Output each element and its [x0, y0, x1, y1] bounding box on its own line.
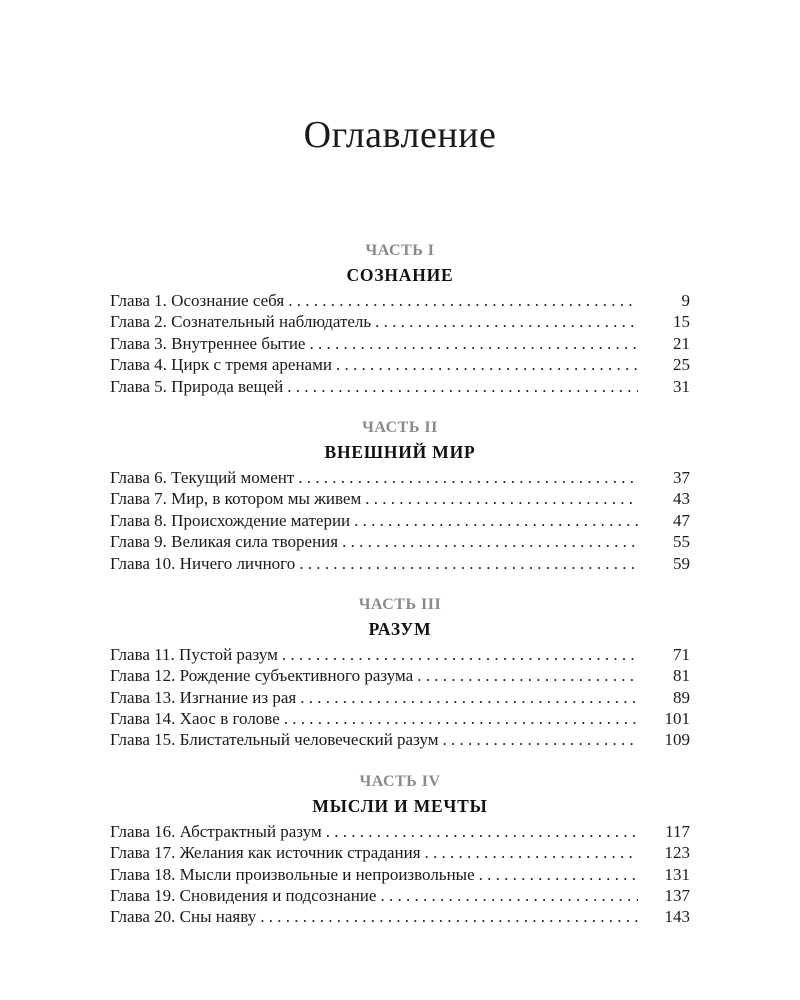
page-number: 123 [664, 843, 690, 863]
part-3 [110, 594, 690, 751]
page-number: 101 [664, 709, 690, 729]
chapter-title: Глава 16. Абстрактный разум [110, 821, 322, 841]
dot-leader [417, 665, 638, 686]
page-number: 55 [673, 532, 690, 552]
toc-entry[interactable] [110, 885, 690, 906]
part-title: МЫСЛИ И МЕЧТЫ [312, 795, 488, 816]
page-number: 71 [673, 644, 690, 664]
page-number: 43 [673, 489, 690, 509]
part-title: СОЗНАНИЕ [346, 265, 454, 285]
part-label: ЧАСТЬ III [358, 595, 442, 613]
page-number: 47 [673, 510, 690, 530]
page-number: 143 [664, 907, 690, 927]
chapter-title: Глава 8. Происхождение материи [110, 510, 351, 530]
dot-leader [298, 467, 638, 488]
dot-leader [309, 333, 638, 354]
toc-entry[interactable] [110, 510, 690, 531]
dot-leader [260, 906, 638, 927]
chapter-title: Глава 18. Мысли произвольные и непроизвольные [110, 864, 475, 884]
chapter-title: Глава 14. Хаос в голове [110, 709, 280, 729]
chapter-title: Глава 1. Осознание себя [110, 291, 285, 310]
chapter-title: Глава 6. Текущий момент [110, 467, 295, 487]
dot-leader [288, 290, 638, 311]
chapter-title: Глава 9. Великая сила творения [110, 532, 339, 552]
page-number: 15 [673, 312, 690, 332]
dot-leader [282, 644, 638, 665]
page-number: 25 [673, 355, 690, 375]
table-of-contents [110, 240, 690, 948]
part-label: ЧАСТЬ I [365, 242, 435, 259]
dot-leader [479, 864, 638, 885]
page-number: 109 [664, 730, 690, 750]
chapter-title: Глава 13. Изгнание из рая [110, 687, 297, 707]
page-number: 21 [673, 333, 690, 353]
toc-entry[interactable] [110, 906, 690, 927]
toc-entry[interactable] [110, 553, 690, 574]
page-number: 59 [673, 553, 690, 573]
chapter-title: Глава 12. Рождение субъективного разума [110, 666, 414, 686]
toc-entry[interactable] [110, 842, 690, 863]
dot-leader [380, 885, 638, 906]
toc-entry[interactable] [110, 821, 690, 842]
part-4 [110, 771, 690, 928]
toc-entry[interactable] [110, 708, 690, 729]
page-number: 81 [673, 666, 690, 686]
dot-leader [443, 729, 639, 750]
dot-leader [284, 708, 638, 729]
page-number: 37 [673, 467, 690, 487]
part-1 [110, 240, 690, 397]
toc-entry[interactable] [110, 644, 690, 665]
dot-leader [300, 687, 638, 708]
page-number: 31 [673, 376, 690, 396]
dot-leader [425, 842, 638, 863]
chapter-title: Глава 11. Пустой разум [110, 644, 278, 664]
chapter-title: Глава 20. Сны наяву [110, 907, 257, 927]
page-number: 89 [673, 687, 690, 707]
part-2 [110, 417, 690, 574]
dot-leader [375, 311, 638, 332]
toc-entry[interactable] [110, 290, 690, 311]
page-number: 137 [664, 886, 690, 906]
part-label: ЧАСТЬ IV [359, 772, 441, 790]
dot-leader [287, 376, 638, 397]
toc-entry[interactable] [110, 864, 690, 885]
chapter-title: Глава 5. Природа вещей [110, 376, 284, 396]
dot-leader [365, 488, 638, 509]
chapter-title: Глава 19. Сновидения и подсознание [110, 886, 377, 906]
chapter-title: Глава 17. Желания как источник страдания [110, 843, 421, 863]
page-number: 131 [664, 864, 690, 884]
part-title: ВНЕШНИЙ МИР [324, 441, 476, 462]
dot-leader [342, 531, 638, 552]
toc-entry[interactable] [110, 354, 690, 375]
toc-entry[interactable] [110, 488, 690, 509]
toc-entry[interactable] [110, 729, 690, 750]
part-title: РАЗУМ [368, 618, 432, 639]
chapter-title: Глава 2. Сознательный наблюдатель [110, 312, 372, 332]
chapter-title: Глава 4. Цирк с тремя аренами [110, 355, 332, 375]
page-number: 9 [681, 291, 690, 310]
chapter-title: Глава 15. Блистательный человеческий разум [110, 730, 439, 750]
toc-entry[interactable] [110, 376, 690, 397]
page-title: Оглавление [303, 114, 497, 157]
toc-entry[interactable] [110, 467, 690, 488]
toc-entry[interactable] [110, 333, 690, 354]
chapter-title: Глава 7. Мир, в котором мы живем [110, 489, 362, 509]
dot-leader [336, 354, 638, 375]
chapter-title: Глава 3. Внутреннее бытие [110, 333, 306, 353]
page-number: 117 [665, 821, 690, 841]
toc-entry[interactable] [110, 665, 690, 686]
dot-leader [299, 553, 638, 574]
chapter-title: Глава 10. Ничего личного [110, 553, 296, 573]
part-label: ЧАСТЬ II [362, 418, 438, 436]
dot-leader [326, 821, 638, 842]
toc-entry[interactable] [110, 531, 690, 552]
toc-entry[interactable] [110, 311, 690, 332]
toc-entry[interactable] [110, 687, 690, 708]
dot-leader [354, 510, 638, 531]
